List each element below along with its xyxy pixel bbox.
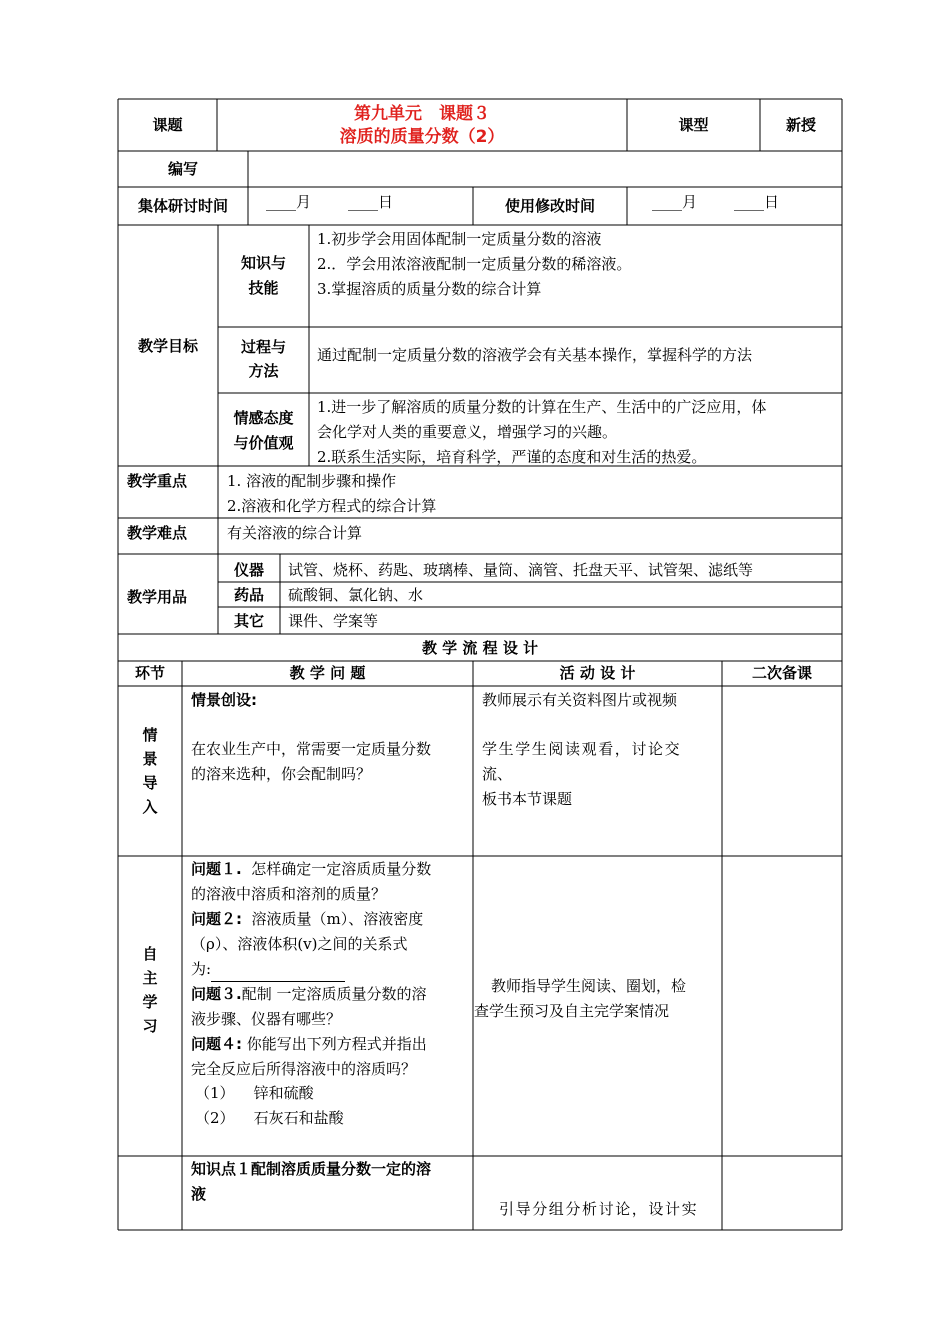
chemicals-label: 药品 bbox=[233, 586, 264, 604]
sub-question-1-text: 锌和硫酸 bbox=[253, 1084, 314, 1102]
type-value: 新授 bbox=[785, 116, 816, 134]
key-point-item: 1. 溶液的配制步骤和操作 bbox=[227, 472, 397, 490]
question-3-line2: 液步骤、仪器有哪些？ bbox=[191, 1010, 342, 1028]
materials-label: 教学用品 bbox=[127, 588, 188, 606]
process-text: 通过配制一定质量分数的溶液学会有关基本操作，掌握科学的方法 bbox=[317, 346, 753, 364]
objectives-label: 教学目标 bbox=[137, 337, 198, 355]
difficulty-text: 有关溶液的综合计算 bbox=[227, 524, 363, 542]
knowledge-label-line1: 知识与 bbox=[240, 254, 286, 272]
question-1-text: 怎样确定一定溶质质量分数 bbox=[251, 860, 432, 878]
stage1-activity-line2: 学生学生阅读观看，讨论交 bbox=[482, 740, 682, 758]
chemicals-value: 硫酸铜、氯化钠、水 bbox=[288, 586, 424, 604]
revise-time-label: 使用修改时间 bbox=[504, 197, 595, 215]
column-header-activity: 活 动 设 计 bbox=[559, 664, 636, 682]
answer-blank[interactable] bbox=[211, 963, 345, 982]
writer-label: 编写 bbox=[167, 160, 198, 178]
stage2-activity-line2: 查学生预习及自主完学案情况 bbox=[474, 1002, 670, 1020]
process-label-line1: 过程与 bbox=[240, 338, 286, 356]
question-1-label: 问题１. bbox=[191, 860, 242, 878]
stage1-activity-line4: 板书本节课题 bbox=[482, 790, 573, 808]
stage1-activity-line3: 流、 bbox=[482, 765, 513, 783]
question-2-line3-text: 为: bbox=[191, 960, 212, 978]
knowledge-item: 1.初步学会用固体配制一定质量分数的溶液 bbox=[317, 230, 602, 248]
research-time-label: 集体研讨时间 bbox=[137, 197, 228, 215]
scenario-text-line2: 的溶来选种，你会配制吗？ bbox=[191, 765, 372, 783]
stage1-activity-line1: 教师展示有关资料图片或视频 bbox=[482, 691, 678, 709]
stage2-activity-line1: 教师指导学生阅读、圈划，检 bbox=[491, 977, 687, 995]
sub-question-1 bbox=[195, 1081, 314, 1106]
stage2-char: 学 bbox=[142, 993, 158, 1011]
sub-question-1-number: （1） bbox=[195, 1084, 235, 1102]
sub-question-2-number: （2） bbox=[195, 1109, 235, 1127]
question-3-text: 配制 一定溶质质量分数的溶 bbox=[241, 985, 427, 1003]
question-1-line2: 的溶液中溶质和溶剂的质量？ bbox=[191, 885, 387, 903]
revise-month: ____月 bbox=[652, 193, 698, 211]
column-header-stage: 环节 bbox=[134, 664, 165, 682]
stage2-char: 自 bbox=[142, 945, 158, 963]
knowledge-point-1-line1: 知识点１配制溶质质量分数一定的溶 bbox=[191, 1160, 432, 1178]
process-label-line2: 方法 bbox=[248, 362, 279, 380]
emotion-label-line2: 与价值观 bbox=[233, 434, 294, 452]
research-month: ____月 bbox=[266, 193, 312, 211]
instruments-label: 仪器 bbox=[233, 561, 264, 579]
emotion-label-line1: 情感态度 bbox=[233, 409, 294, 427]
scenario-text-line1: 在农业生产中，常需要一定质量分数 bbox=[191, 740, 432, 758]
flow-title: 教 学 流 程 设 计 bbox=[421, 639, 539, 657]
emotion-text-line1: 1.进一步了解溶质的质量分数的计算在生产、生活中的广泛应用，体 bbox=[317, 398, 767, 416]
instruments-value: 试管、烧杯、药匙、玻璃棒、量筒、滴管、托盘天平、试管架、滤纸等 bbox=[288, 561, 754, 579]
knowledge-item: 2.．学会用浓溶液配制一定质量分数的稀溶液。 bbox=[317, 255, 632, 273]
lesson-title-line2: 溶质的质量分数（2） bbox=[339, 127, 505, 147]
question-4-label: 问题４: bbox=[191, 1035, 242, 1053]
sub-question-2 bbox=[195, 1106, 344, 1131]
question-4-line2: 完全反应后所得溶液中的溶质吗？ bbox=[191, 1060, 417, 1078]
question-3 bbox=[191, 982, 426, 1007]
scenario-heading: 情景创设: bbox=[191, 691, 257, 709]
difficulty-label: 教学难点 bbox=[127, 524, 188, 542]
question-2 bbox=[191, 907, 423, 932]
others-label: 其它 bbox=[233, 612, 264, 630]
stage1-char: 入 bbox=[142, 798, 158, 816]
stage1-name bbox=[140, 723, 160, 819]
key-point-item: 2.溶液和化学方程式的综合计算 bbox=[227, 497, 437, 515]
column-header-revision: 二次备课 bbox=[751, 664, 812, 682]
question-3-label: 问题３. bbox=[191, 985, 242, 1003]
emotion-text-line3: 2.联系生活实际，培育科学，严谨的态度和对生活的热爱。 bbox=[317, 448, 707, 466]
emotion-text-line2: 会化学对人类的重要意义，增强学习的兴趣。 bbox=[317, 423, 618, 441]
others-value: 课件、学案等 bbox=[288, 612, 379, 630]
revise-day: ____日 bbox=[734, 193, 780, 211]
question-1 bbox=[191, 857, 431, 882]
sub-question-2-text: 石灰石和盐酸 bbox=[253, 1109, 344, 1127]
stage2-char: 习 bbox=[142, 1017, 158, 1035]
lesson-title-line1: 第九单元 课题３ bbox=[354, 104, 490, 124]
stage2-char: 主 bbox=[142, 969, 158, 987]
question-4-text: 你能写出下列方程式并指出 bbox=[246, 1035, 427, 1053]
stage1-char: 景 bbox=[142, 750, 158, 768]
stage1-char: 导 bbox=[142, 774, 158, 792]
stage3-activity-line1: 引导分组分析讨论，设计实 bbox=[499, 1200, 699, 1218]
topic-label: 课题 bbox=[152, 116, 183, 134]
question-2-line3 bbox=[191, 957, 345, 982]
knowledge-item: 3.掌握溶质的质量分数的综合计算 bbox=[317, 280, 542, 298]
knowledge-label-line2: 技能 bbox=[248, 279, 279, 297]
key-points-label: 教学重点 bbox=[127, 472, 188, 490]
question-2-text: 溶液质量（m）、溶液密度 bbox=[251, 910, 424, 928]
knowledge-point-1-line2: 液 bbox=[191, 1185, 207, 1203]
question-2-label: 问题２: bbox=[191, 910, 242, 928]
research-day: ____日 bbox=[348, 193, 394, 211]
stage2-name bbox=[140, 942, 160, 1038]
type-label: 课型 bbox=[678, 116, 709, 134]
stage1-char: 情 bbox=[142, 726, 158, 744]
question-4 bbox=[191, 1032, 427, 1057]
question-2-line2: （ρ）、溶液体积(v)之间的关系式 bbox=[191, 935, 408, 953]
column-header-problem: 教 学 问 题 bbox=[289, 664, 366, 682]
